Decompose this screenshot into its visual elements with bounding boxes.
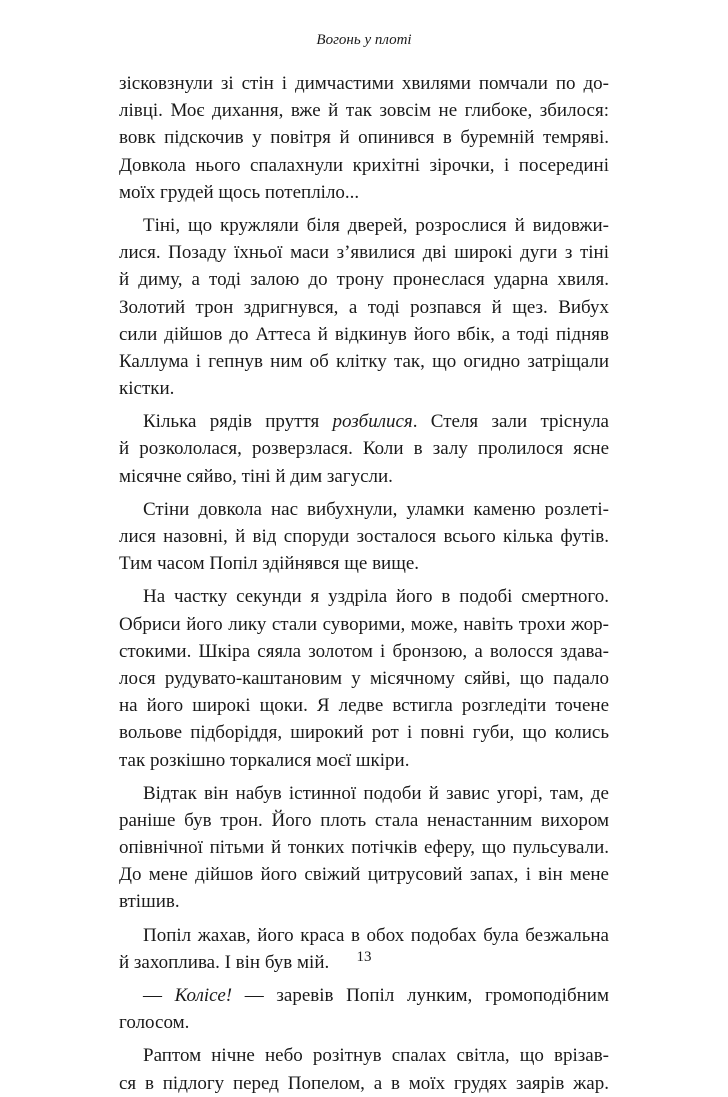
text-line: Довкола нього спалахнули крихітні зірочки, і посередині: [119, 154, 609, 176]
text-line: на його широкі щоки. Я ледве встигла розгледіти точене: [119, 695, 609, 717]
running-head: Вогонь у плоті: [316, 32, 412, 48]
text-line: На частку секунди я уздріла його в подобі смертного.: [143, 586, 609, 608]
text-line: моїх грудей щось потепліло...: [119, 181, 360, 203]
text-line: раніше був трон. Його плоть стала ненастанним вихором: [119, 809, 609, 831]
text-line: ся в підлогу перед Попелом, а в моїх грудях заярів жар.: [119, 1072, 609, 1094]
text-line: До мене дійшов його свіжий цитрусовий запах, і він мене: [119, 864, 609, 886]
text-line: й диму, а тоді залою до трону пронеслася ударна хвиля.: [119, 269, 609, 291]
text-line: лівці. Моє дихання, вже й так зовсім не глибоке, збилося:: [119, 100, 609, 122]
text-line: сили дійшов до Аттеса й відкинув його вбік, а тоді підняв: [119, 323, 609, 345]
text-line: лися назовні, й від споруди зосталося всього кілька футів.: [119, 526, 609, 547]
text-line: Раптом нічне небо розітнув спалах світла, що врізав-: [143, 1045, 609, 1067]
text-line: Каллума і гепнув ним об клітку так, що огидно затріщали: [119, 350, 609, 372]
text-line: Попіл жахав, його краса в обох подобах була безжальна: [143, 924, 609, 946]
text-line: Кілька рядів пруття розбилися. Стеля зали тріснула: [143, 411, 609, 433]
text-line: опівнічної пітьми й тонких потічків еферу, що пульсували.: [119, 837, 609, 859]
text-line: втішив.: [119, 891, 180, 913]
text-line: місячне сяйво, тіні й дим загусли.: [119, 465, 393, 487]
text-line: Тіні, що кружляли біля дверей, розрослися й видовжи-: [143, 214, 609, 236]
text-line: кістки.: [119, 378, 175, 400]
text-line: так розкішно торкалися моєї шкіри.: [119, 749, 410, 771]
text-line: стокими. Шкіра сяяла золотом і бронзою, а волосся здава-: [119, 640, 609, 662]
text-line: й розкололася, розверзлася. Коли в залу пролилося ясне: [119, 438, 609, 460]
text-line: Стіни довкола нас вибухнули, уламки каменю розлеті-: [143, 498, 609, 520]
page-number: 13: [356, 949, 372, 965]
text-line: лися. Позаду їхньої маси з’явилися дві широкі дуги з тіні: [119, 242, 609, 264]
text-line: лося рудувато-каштановим у місячному сяйві, що падало: [119, 667, 609, 689]
text-line: вольове підборіддя, широкий рот і повні губи, що колись: [119, 722, 609, 744]
text-line: й захоплива. І він був мій.: [119, 951, 330, 973]
page-text: [119, 70, 609, 1097]
text-line: Відтак він набув істинної подоби й завис угорі, там, де: [143, 782, 609, 804]
text-line: зісковзнули зі стін і димчастими хвилями помчали по до-: [119, 73, 609, 94]
text-line: голосом.: [119, 1012, 190, 1034]
text-line: — Колісе! — заревів Попіл лунким, громоподібним: [143, 985, 609, 1006]
text-line: Обриси його лику стали суворими, може, навіть трохи жор-: [119, 613, 609, 635]
text-line: Тим часом Попіл здійнявся ще вище.: [119, 553, 420, 575]
text-line: вовк підскочив у повітря й опинився в буремній темряві.: [119, 127, 609, 149]
text-line: Золотий трон здригнувся, а тоді розпався й щез. Вибух: [119, 296, 609, 318]
